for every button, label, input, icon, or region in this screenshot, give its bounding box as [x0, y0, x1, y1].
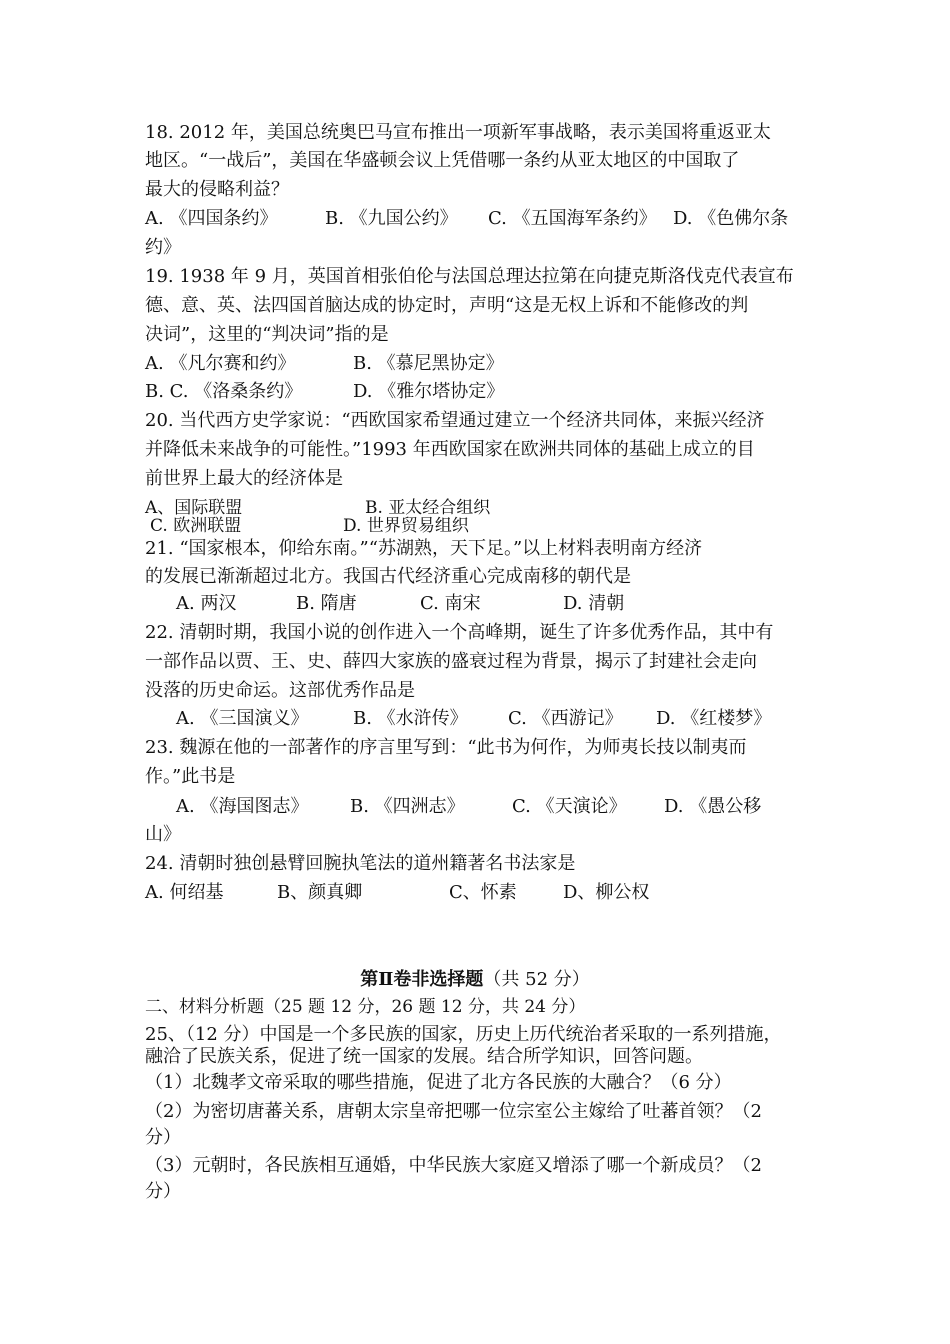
q21-line-1: 21. “国家根本，仰给东南。”“苏湖熟，天下足。”以上材料表明南方经济 — [145, 538, 703, 559]
q23-option-a: A. 《海国图志》 — [176, 796, 309, 817]
q20-line-3: 前世界上最大的经济体是 — [145, 468, 343, 489]
q20-option-c: C. 欧洲联盟 — [150, 516, 242, 536]
q23-option-d-cont: 山》 — [145, 824, 181, 845]
q18-option-b: B. 《九国公约》 — [325, 208, 458, 229]
q25-line-2: 融洽了民族关系，促进了统一国家的发展。结合所学知识，回答问题。 — [145, 1046, 703, 1067]
q19-options-row-2 — [145, 379, 504, 405]
q22-line-1: 22. 清朝时期，我国小说的创作进入一个高峰期，诞生了许多优秀作品，其中有 — [145, 622, 774, 643]
q22-option-c: C. 《西游记》 — [508, 708, 623, 729]
q21-option-b: B. 隋唐 — [296, 593, 357, 614]
q23-option-c: C. 《天演论》 — [512, 796, 627, 817]
q22-option-a: A. 《三国演义》 — [176, 708, 309, 729]
q19-line-3: 决词”，这里的“判决词”指的是 — [145, 324, 389, 345]
q21-line-2: 的发展已渐渐超过北方。我国古代经济重心完成南移的朝代是 — [145, 566, 631, 587]
q20-line-1: 20. 当代西方史学家说：“西欧国家希望通过建立一个经济共同体，来振兴经济 — [145, 410, 765, 431]
q23-option-b: B. 《四洲志》 — [350, 796, 465, 817]
q21-option-a: A. 两汉 — [176, 593, 237, 614]
q20-option-b: B. 亚太经合组织 — [365, 498, 491, 518]
q24-option-a: A. 何绍基 — [145, 882, 224, 903]
q19-line-1: 19. 1938 年 9 月，英国首相张伯伦与法国总理达拉第在向捷克斯洛伐克代表宣布 — [145, 266, 794, 287]
q22-line-2: 一部作品以贾、王、史、薛四大家族的盛衰过程为背景，揭示了封建社会走向 — [145, 651, 757, 672]
q25-sub-2-line-2: 分） — [145, 1127, 181, 1148]
q18-option-a: A. 《四国条约》 — [145, 208, 278, 229]
q18-line-2: 地区。“一战后”，美国在华盛顿会议上凭借哪一条约从亚太地区的中国取了 — [145, 150, 740, 171]
q19-line-2: 德、意、英、法四国首脑达成的协定时，声明“这是无权上诉和不能修改的判 — [145, 295, 749, 316]
q18-option-d: D. 《色佛尔条 — [673, 208, 789, 229]
q21-options — [176, 591, 624, 617]
q18-option-d-cont: 约》 — [145, 237, 181, 258]
q22-line-3: 没落的历史命运。这部优秀作品是 — [145, 680, 415, 701]
q24-option-c: C、怀素 — [449, 882, 517, 903]
q25-line-1: 25、（12 分）中国是一个多民族的国家，历史上历代统治者采取的一系列措施， — [145, 1024, 782, 1045]
q24-options — [145, 880, 649, 906]
q25-sub-2-line-1: （2）为密切唐蕃关系，唐朝太宗皇帝把哪一位宗室公主嫁给了吐蕃首领？（2 — [145, 1101, 762, 1122]
q18-line-1: 18. 2012 年，美国总统奥巴马宣布推出一项新军事战略，表示美国将重返亚太 — [145, 122, 771, 143]
q20-options-row-2 — [150, 516, 469, 536]
q19-options-row-1 — [145, 351, 504, 377]
q24-option-d: D、柳公权 — [563, 882, 650, 903]
q18-line-3: 最大的侵略利益？ — [145, 179, 289, 200]
q21-option-c: C. 南宋 — [420, 593, 481, 614]
q21-option-d: D. 清朝 — [563, 593, 625, 614]
q23-line-2: 作。”此书是 — [145, 766, 236, 787]
q20-option-d: D. 世界贸易组织 — [343, 516, 469, 536]
part2-heading — [0, 967, 950, 993]
q19-option-c: B. C. 《洛桑条约》 — [145, 381, 303, 402]
q19-option-a: A. 《凡尔赛和约》 — [145, 353, 296, 374]
q20-options-row-1 — [145, 498, 490, 518]
part2-title: 第Ⅱ卷非选择题 — [360, 969, 484, 990]
q23-option-d: D. 《愚公移 — [664, 796, 762, 817]
q25-sub-3-line-1: （3）元朝时，各民族相互通婚，中华民族大家庭又增添了哪一个新成员？（2 — [145, 1155, 762, 1176]
q18-option-c: C. 《五国海军条约》 — [488, 208, 657, 229]
q24-line-1: 24. 清朝时独创悬臂回腕执笔法的道州籍著名书法家是 — [145, 853, 576, 874]
q20-option-a: A、国际联盟 — [145, 498, 243, 518]
q22-option-b: B. 《水浒传》 — [353, 708, 468, 729]
q24-option-b: B、颜真卿 — [277, 882, 363, 903]
q25-sub-1: （1）北魏孝文帝采取的哪些措施，促进了北方各民族的大融合？（6 分） — [145, 1072, 732, 1093]
part2-title-suffix: （共 52 分） — [483, 969, 590, 990]
q23-options — [176, 794, 761, 820]
q19-option-d: D. 《雅尔塔协定》 — [353, 381, 505, 402]
q20-line-2: 并降低未来战争的可能性。”1993 年西欧国家在欧洲共同体的基础上成立的目 — [145, 439, 755, 460]
q22-options — [176, 706, 771, 732]
part2-section-heading: 二、材料分析题（25 题 12 分，26 题 12 分，共 24 分） — [145, 997, 586, 1017]
q18-options — [145, 206, 788, 232]
q19-option-b: B. 《慕尼黑协定》 — [353, 353, 504, 374]
q23-line-1: 23. 魏源在他的一部著作的序言里写到：“此书为何作，为师夷长技以制夷而 — [145, 737, 747, 758]
q25-sub-3-line-2: 分） — [145, 1181, 181, 1202]
q22-option-d: D. 《红楼梦》 — [656, 708, 772, 729]
